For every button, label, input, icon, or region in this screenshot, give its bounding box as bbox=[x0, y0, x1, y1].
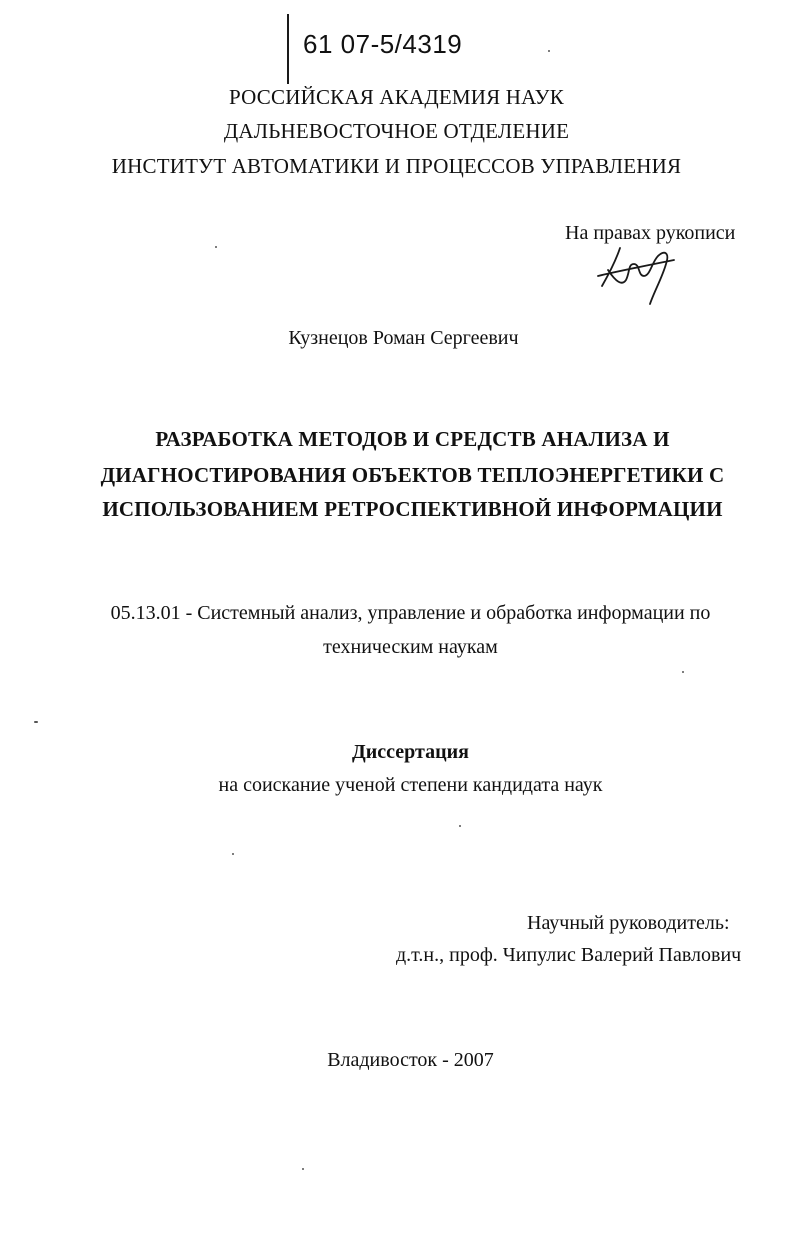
archive-stamp-code: 61 07-5/4319 bbox=[303, 29, 463, 59]
dissertation-title-line-3: ИСПОЛЬЗОВАНИЕМ РЕТРОСПЕКТИВНОЙ ИНФОРМАЦИИ bbox=[102, 497, 723, 521]
degree-purpose: на соискание ученой степени кандидата наук bbox=[218, 774, 603, 796]
author-name: Кузнецов Роман Сергеевич bbox=[288, 327, 519, 349]
dissertation-title-line-1: РАЗРАБОТКА МЕТОДОВ И СРЕДСТВ АНАЛИЗА И bbox=[155, 427, 670, 451]
scan-speck bbox=[682, 671, 684, 673]
stamp-border-line bbox=[287, 14, 289, 84]
manuscript-rights-label: На правах рукописи bbox=[565, 222, 736, 244]
scan-speck bbox=[302, 1168, 304, 1170]
academy-name: РОССИЙСКАЯ АКАДЕМИЯ НАУК bbox=[229, 85, 564, 109]
supervisor-name: д.т.н., проф. Чипулис Валерий Павлович bbox=[396, 944, 742, 966]
branch-name: ДАЛЬНЕВОСТОЧНОЕ ОТДЕЛЕНИЕ bbox=[223, 119, 570, 143]
work-type-heading: Диссертация bbox=[352, 741, 469, 763]
scan-speck bbox=[459, 825, 461, 827]
place-and-year: Владивосток - 2007 bbox=[327, 1049, 494, 1071]
scan-speck bbox=[215, 246, 217, 248]
supervisor-label: Научный руководитель: bbox=[527, 912, 730, 934]
handwritten-signature bbox=[594, 242, 684, 308]
scan-speck bbox=[548, 50, 550, 52]
scan-speck bbox=[34, 721, 38, 723]
specialty-line-2: техническим наукам bbox=[323, 636, 498, 658]
institute-name: ИНСТИТУТ АВТОМАТИКИ И ПРОЦЕССОВ УПРАВЛЕНИЯ bbox=[111, 154, 682, 178]
scan-speck bbox=[232, 853, 234, 855]
dissertation-title-line-2: ДИАГНОСТИРОВАНИЯ ОБЪЕКТОВ ТЕПЛОЭНЕРГЕТИКИ С bbox=[100, 463, 725, 487]
specialty-line-1: 05.13.01 - Системный анализ, управление и обработка информации по bbox=[110, 602, 711, 624]
